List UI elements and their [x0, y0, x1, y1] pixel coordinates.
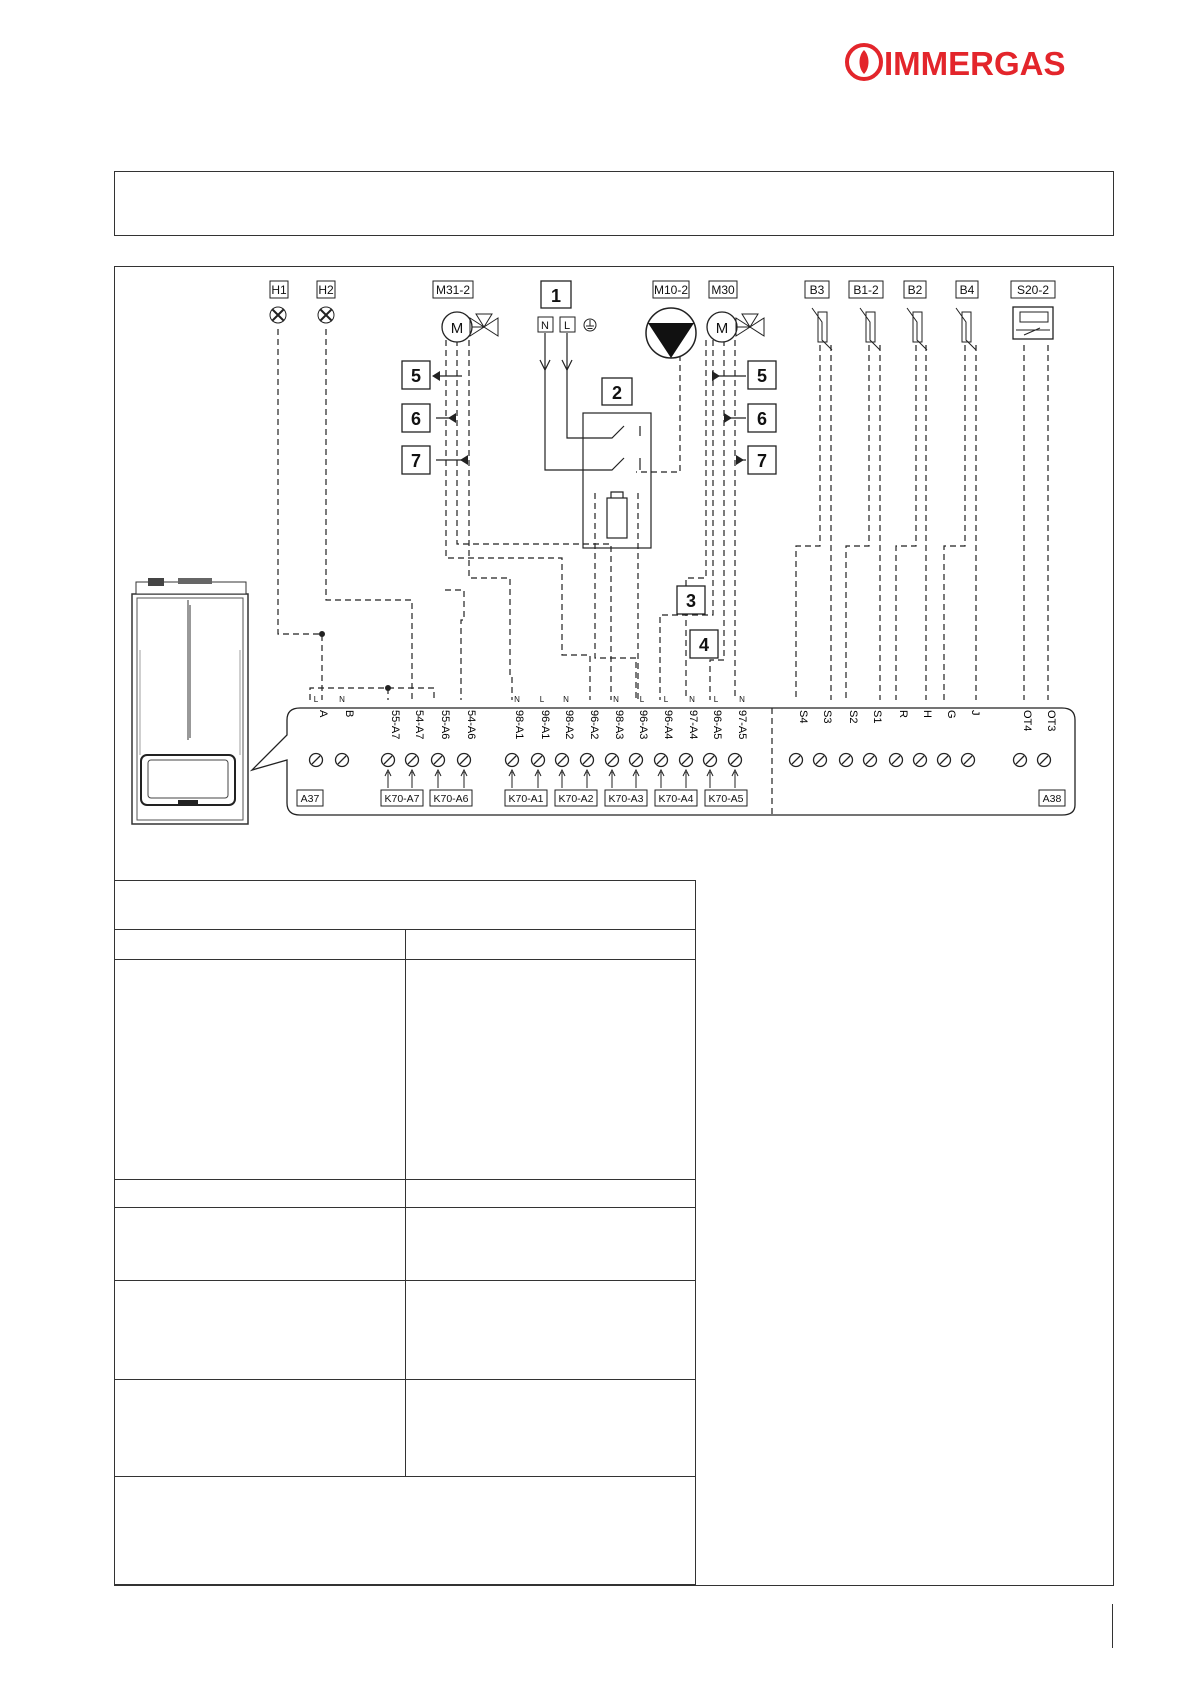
callout-left-6: 6 [410, 409, 422, 429]
callout-4: 4 [698, 635, 710, 655]
page-marker [1112, 1604, 1113, 1648]
callout-left-5: 5 [410, 366, 422, 386]
brand-name: IMMERGAS [884, 45, 1066, 82]
motor-symbol-2: M [715, 320, 729, 337]
ln-mark: L [313, 695, 319, 704]
supply-n: N [541, 320, 549, 332]
terminal-label: S2 [847, 710, 859, 724]
terminal-label: 54-A7 [413, 710, 425, 740]
relay-2 [602, 378, 632, 405]
callout-left-7: 7 [410, 451, 422, 471]
legend-divider [405, 930, 406, 1477]
relay-k70-a6: K70-A6 [433, 793, 469, 805]
sensor-b2-label: B2 [907, 283, 923, 297]
relay-k70-a2: K70-A2 [558, 793, 594, 805]
callout-3: 3 [685, 591, 697, 611]
relay-k70-a4: K70-A4 [658, 793, 694, 805]
terminal-label: 97-A5 [736, 710, 748, 740]
board-a38-label: A38 [1042, 793, 1062, 805]
terminal-label: S3 [821, 710, 833, 724]
ln-mark: L [713, 695, 719, 704]
thermostat-s20-2 [1011, 281, 1055, 339]
terminal-label: OT3 [1045, 710, 1057, 732]
terminal-label: B [343, 710, 355, 718]
relay-k70-a3: K70-A3 [608, 793, 644, 805]
terminal-label: S1 [871, 710, 883, 724]
supply-l: L [563, 320, 571, 332]
callout-right-7: 7 [756, 451, 768, 471]
valve-m31-2 [433, 281, 498, 342]
sensor-b2 [904, 281, 927, 350]
terminal-label: 96-A1 [539, 710, 551, 740]
ln-mark: N [339, 695, 345, 704]
terminal-label: 54-A6 [465, 710, 477, 740]
sensor-b1-2 [849, 281, 883, 350]
terminal-label: 98-A1 [513, 710, 525, 740]
terminal-label: 96-A4 [662, 710, 674, 740]
lamp-h2-label: H2 [318, 283, 334, 297]
thermostat-label: S20-2 [1016, 283, 1050, 297]
ln-mark: N [563, 695, 569, 704]
callout-right-6: 6 [756, 409, 768, 429]
legend-header-row [114, 880, 696, 930]
motor-symbol: M [450, 320, 464, 337]
relay-k70-a5: K70-A5 [708, 793, 744, 805]
lamp-h2 [317, 281, 335, 323]
lamp-h1 [270, 281, 288, 323]
legend-table [114, 880, 696, 1586]
supply-label: 1 [550, 286, 562, 306]
ln-mark: N [689, 695, 695, 704]
terminal-label: 55-A6 [439, 710, 451, 740]
supply-1 [538, 281, 596, 332]
valve-m30-label: M30 [711, 283, 735, 297]
terminal-label: OT4 [1021, 710, 1033, 732]
ln-mark: N [514, 695, 520, 704]
boiler-illustration [132, 578, 248, 824]
terminal-label: 96-A2 [588, 710, 600, 740]
pump-label: M10-2 [653, 283, 689, 297]
relay-label: 2 [611, 383, 623, 403]
ln-mark: L [639, 695, 645, 704]
terminal-label: H [921, 710, 933, 718]
terminal-label: A [317, 710, 329, 718]
ln-mark: N [739, 695, 745, 704]
lamp-h1-label: H1 [271, 283, 287, 297]
pump-m10-2 [646, 281, 696, 358]
relay-k70-a7: K70-A7 [384, 793, 420, 805]
terminal-label: 97-A4 [687, 710, 699, 740]
sensor-b4-label: B4 [959, 283, 975, 297]
sensor-b3 [805, 281, 832, 350]
valve-m31-2-label: M31-2 [435, 283, 471, 297]
terminal-label: G [945, 710, 957, 719]
ln-mark: L [663, 695, 669, 704]
ln-mark: L [539, 695, 545, 704]
board-a37-label: A37 [300, 793, 320, 805]
terminal-label: 96-A5 [711, 710, 723, 740]
valve-m30 [707, 281, 764, 342]
terminal-label: 96-A3 [637, 710, 649, 740]
terminal-label: 55-A7 [389, 710, 401, 740]
legend-footer-row [114, 1477, 696, 1586]
relay-k70-a1: K70-A1 [508, 793, 544, 805]
sensor-b1-2-label: B1-2 [853, 283, 879, 297]
terminal-label: R [897, 710, 909, 718]
sensor-b4 [956, 281, 978, 350]
terminal-label: J [969, 710, 981, 716]
terminal-label: 98-A2 [563, 710, 575, 740]
sensor-b3-label: B3 [809, 283, 825, 297]
ln-mark: N [613, 695, 619, 704]
terminal-label: S4 [797, 710, 809, 724]
callout-right-5: 5 [756, 366, 768, 386]
terminal-label: 98-A3 [613, 710, 625, 740]
